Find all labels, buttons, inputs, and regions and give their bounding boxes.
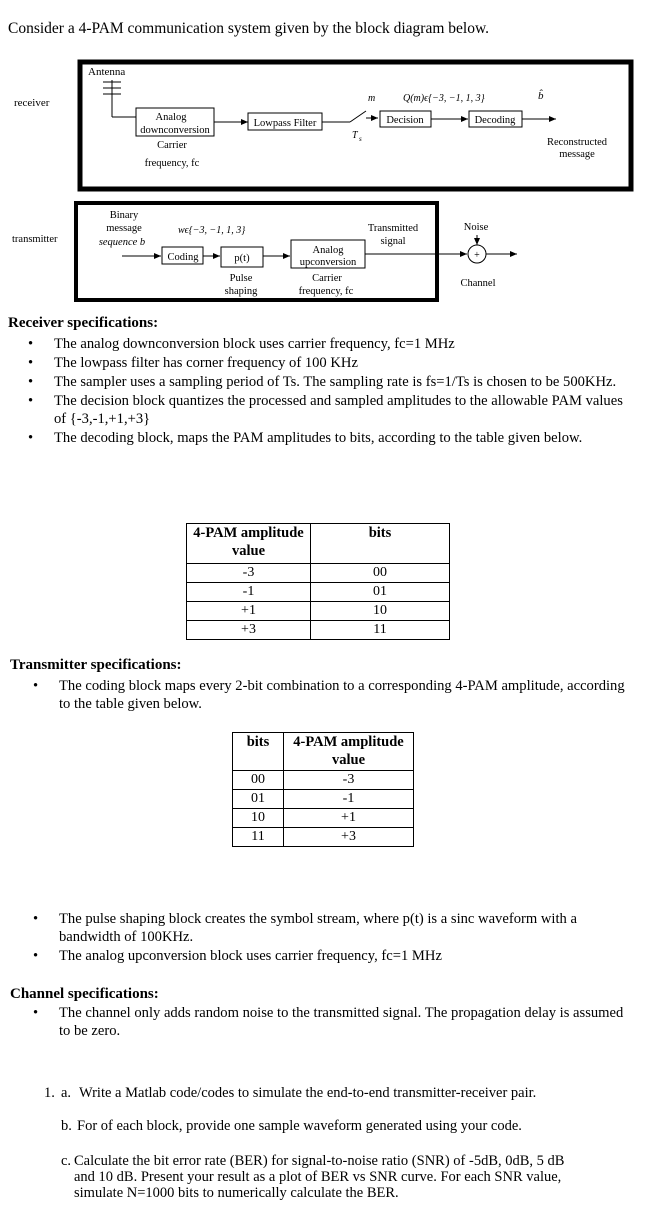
receiver-table — [186, 523, 450, 640]
carrier-up-label-1: Carrier — [312, 273, 342, 284]
transmitter-table — [232, 732, 414, 847]
analog-up-label-2: upconversion — [299, 257, 357, 268]
bullet-icon: • — [28, 393, 34, 409]
table-header: 4-PAM amplitude value — [284, 733, 414, 771]
bullet-icon: • — [33, 911, 39, 927]
noise-label: Noise — [463, 222, 489, 233]
qm-label: Q(m)ϵ{−3, −1, 1, 3} — [403, 93, 485, 104]
w-set-label: wϵ{−3, −1, 1, 3} — [178, 225, 246, 236]
table-header: bits — [311, 524, 450, 564]
question-c-label: c. — [61, 1153, 72, 1169]
list-item: • The lowpass filter has corner frequency of 100 KHz — [28, 355, 358, 371]
channel-label: Channel — [460, 278, 496, 289]
transmitter-spec-list — [33, 677, 629, 714]
transmitter-label: transmitter — [12, 234, 58, 245]
question-a: Write a Matlab code/codes to simulate the end-to-end transmitter-receiver pair. — [79, 1085, 537, 1101]
pt-label: p(t) — [234, 253, 250, 264]
analog-up-label-1: Analog — [312, 245, 344, 256]
transmitted-label-1: Transmitted — [367, 223, 419, 234]
bullet-icon: • — [28, 430, 34, 446]
table-row: -3 00 — [187, 564, 450, 583]
table-row: +3 11 — [187, 621, 450, 640]
list-item: • The sampler uses a sampling period of Ts. The sampling rate is fs=1/Ts is chosen to be 500KHz. — [28, 374, 617, 390]
ts-label: T — [352, 130, 358, 141]
table-header: bits — [233, 733, 284, 771]
receiver-label: receiver — [14, 97, 50, 109]
block-diagram — [0, 55, 654, 307]
receiver-spec-title: Receiver specifications: — [8, 315, 159, 331]
table-row: 00 -3 — [233, 771, 414, 790]
list-item: • The pulse shaping block creates the symbol stream, where p(t) is a sinc waveform with a bandwidth of 100KHz. — [33, 911, 577, 945]
table-row: 11 +3 — [233, 828, 414, 847]
question-number: 1. — [44, 1085, 55, 1101]
table-row: 10 +1 — [233, 809, 414, 828]
bullet-icon: • — [28, 374, 34, 390]
channel-spec-list — [33, 1004, 629, 1041]
receiver-block — [14, 62, 631, 189]
carrier-up-label-2: frequency, fc — [298, 286, 354, 297]
list-item: • The analog downconversion block uses carrier frequency, fc=1 MHz — [28, 336, 455, 352]
decoding-label: Decoding — [474, 115, 516, 126]
transmitter-spec-title: Transmitter specifications: — [10, 657, 182, 673]
pulse-label-1: Pulse — [229, 273, 253, 284]
transmitted-label-2: signal — [380, 236, 406, 247]
bullet-icon: • — [28, 355, 34, 371]
table-row: -1 01 — [187, 583, 450, 602]
bullet-icon: • — [33, 678, 39, 694]
pulse-label-2: shaping — [224, 286, 258, 297]
binary-label-2: message — [106, 223, 142, 234]
m-label: m — [368, 93, 376, 104]
list-item: • The decision block quantizes the processed and sampled amplitudes to the allowable PAM values of {-3,-1,+1,+3} — [28, 393, 623, 427]
transmitter-block — [12, 203, 437, 300]
binary-label-3: sequence b — [98, 237, 146, 248]
analog-down-label-1: Analog — [155, 112, 187, 123]
transmitter-spec-list-2 — [33, 910, 634, 966]
sampler-switch — [350, 111, 366, 122]
bullet-icon: • — [33, 1005, 39, 1021]
antenna-icon — [103, 80, 136, 117]
list-item: • The decoding block, maps the PAM amplitudes to bits, according to the table given below. — [28, 430, 583, 446]
list-item: • The coding block maps every 2-bit combination to a corresponding 4-PAM amplitude, according to the table given below. — [33, 678, 625, 712]
channel-spec-title: Channel specifications: — [10, 986, 159, 1002]
binary-label-1: Binary — [109, 210, 139, 221]
receiver-spec-list — [28, 335, 629, 448]
table-row: +1 10 — [187, 602, 450, 621]
table-header: 4-PAM amplitude value — [187, 524, 311, 564]
bullet-icon: • — [28, 336, 34, 352]
reconstructed-label-2: message — [559, 149, 595, 160]
question-b-label: b. — [61, 1118, 72, 1134]
bhat-label: b̂ — [538, 90, 544, 102]
decision-label: Decision — [386, 115, 424, 126]
question-a-label: a. — [61, 1085, 72, 1101]
carrier-down-label-1: Carrier — [157, 140, 187, 151]
question-c: Calculate the bit error rate (BER) for signal-to-noise ratio (SNR) of -5dB, 0dB, 5 dB and 10 dB. Present your result as a plot of BER vs SNR curve. For each SNR value, simulate N=1000 bits to numerically calculate the BER. — [74, 1153, 565, 1201]
antenna-label: Antenna — [88, 66, 126, 78]
coding-label: Coding — [167, 252, 199, 263]
plus-label: + — [474, 250, 480, 261]
table-row: 01 -1 — [233, 790, 414, 809]
list-item: • The analog upconversion block uses carrier frequency, fc=1 MHz — [33, 948, 442, 964]
carrier-down-label-2: frequency, fc — [144, 158, 200, 169]
ts-sub-label: s — [359, 135, 362, 143]
question-b: For of each block, provide one sample waveform generated using your code. — [77, 1118, 522, 1134]
intro-text: Consider a 4-PAM communication system given by the block diagram below. — [8, 20, 489, 37]
reconstructed-label-1: Reconstructed — [546, 137, 608, 148]
bullet-icon: • — [33, 948, 39, 964]
list-item: • The channel only adds random noise to the transmitted signal. The propagation delay is assumed to be zero. — [33, 1005, 624, 1039]
analog-down-label-2: downconversion — [140, 125, 210, 136]
lowpass-label: Lowpass Filter — [253, 118, 317, 129]
